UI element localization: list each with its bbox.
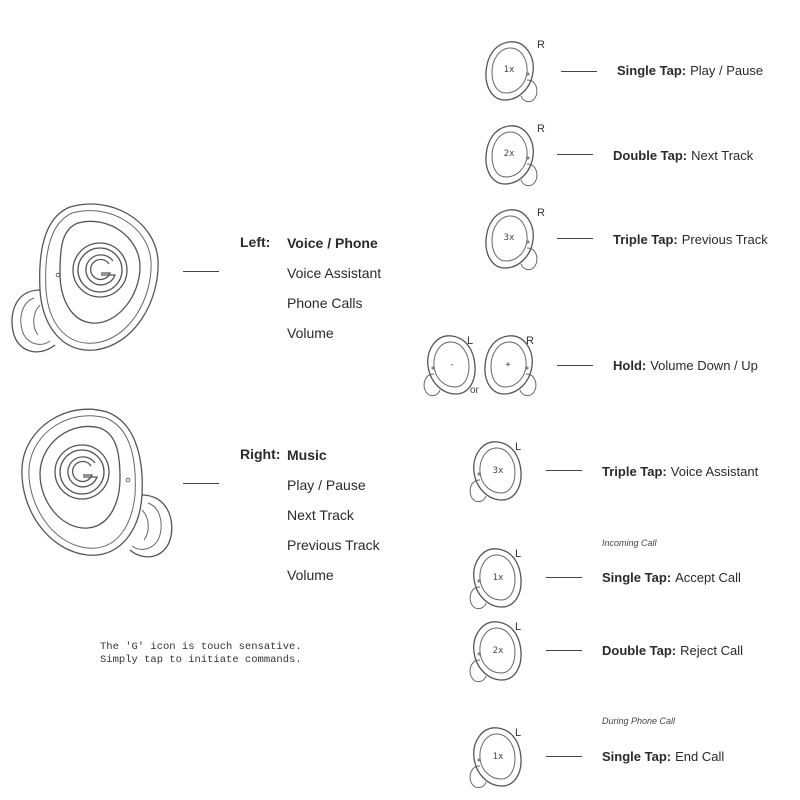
side-indicator: L (466, 335, 474, 347)
side-indicator: R (537, 39, 545, 51)
tap-count-label: 1x (492, 752, 504, 762)
left-earbud-1x-end-icon (466, 724, 526, 790)
control-single-tap-accept-call (602, 570, 741, 585)
side-indicator: L (514, 441, 522, 453)
or-joiner: or (470, 385, 479, 396)
left-earbud-illustration (0, 195, 175, 365)
action-label: Reject Call (680, 643, 743, 658)
right-earbud-leader-line (183, 483, 219, 484)
action-label: Play / Pause (690, 63, 764, 78)
note-line: Simply tap to initiate commands. (100, 654, 302, 666)
gesture-label: Double Tap: (602, 643, 677, 658)
right-function-item: Volume (287, 567, 334, 583)
right-earbud-2x-icon (483, 122, 551, 188)
side-indicator: L (514, 548, 522, 560)
right-function-heading: Music (287, 447, 327, 463)
leader-line (557, 154, 593, 155)
control-double-tap-next-track (613, 148, 753, 163)
leader-line (546, 756, 582, 757)
leader-line (557, 238, 593, 239)
side-indicator: L (514, 727, 522, 739)
left-earbud-1x-icon (466, 545, 526, 611)
gesture-label: Triple Tap: (602, 464, 667, 479)
tap-count-label: 2x (492, 646, 504, 656)
right-earbud-illustration (12, 400, 187, 570)
volume-down-symbol: - (449, 360, 455, 370)
leader-line (546, 470, 582, 471)
tap-count-label: 2x (503, 149, 515, 159)
tap-count-label: 1x (492, 573, 504, 583)
side-indicator: R (526, 335, 534, 347)
right-function-list (287, 446, 380, 596)
control-double-tap-reject-call (602, 643, 743, 658)
right-earbud-3x-icon (483, 206, 551, 272)
action-label: End Call (675, 749, 725, 764)
control-triple-tap-previous-track (613, 232, 768, 247)
left-function-item: Voice Assistant (287, 265, 382, 281)
right-earbud-1x-icon (483, 38, 551, 104)
right-side-label: Right: (240, 446, 281, 462)
left-earbud-2x-icon (466, 618, 526, 684)
side-indicator: R (537, 123, 545, 135)
action-label: Voice Assistant (670, 464, 759, 479)
side-indicator: L (514, 621, 522, 633)
incoming-call-context: Incoming Call (602, 538, 657, 548)
control-triple-tap-voice-assistant (602, 464, 758, 479)
tap-count-label: 3x (492, 466, 504, 476)
gesture-label: Single Tap: (602, 570, 672, 585)
action-label: Next Track (691, 148, 754, 163)
leader-line (557, 365, 593, 366)
action-label: Previous Track (681, 232, 768, 247)
leader-line (561, 71, 597, 72)
left-function-heading: Voice / Phone (287, 235, 378, 251)
leader-line (546, 577, 582, 578)
gesture-label: Double Tap: (613, 148, 688, 163)
left-function-item: Phone Calls (287, 295, 363, 311)
action-label: Volume Down / Up (650, 358, 758, 373)
left-function-item: Volume (287, 325, 334, 341)
during-call-context: During Phone Call (602, 716, 676, 726)
left-side-label: Left: (240, 234, 271, 250)
gesture-label: Triple Tap: (613, 232, 678, 247)
tap-count-label: 3x (503, 233, 515, 243)
control-single-tap-end-call (602, 749, 724, 764)
g-logo-icon (73, 243, 127, 297)
control-single-tap-play-pause (617, 63, 763, 78)
gesture-label: Hold: (613, 358, 647, 373)
leader-line (546, 650, 582, 651)
gesture-label: Single Tap: (602, 749, 672, 764)
gesture-label: Single Tap: (617, 63, 687, 78)
volume-up-symbol: + (505, 360, 511, 370)
right-function-item: Play / Pause (287, 477, 366, 493)
right-function-item: Next Track (287, 507, 354, 523)
action-label: Accept Call (675, 570, 741, 585)
touch-sensitive-note (100, 641, 302, 667)
control-hold-volume (613, 358, 758, 373)
tap-count-label: 1x (503, 65, 515, 75)
g-logo-icon (55, 445, 109, 499)
left-function-list (287, 234, 381, 354)
note-line: The 'G' icon is touch sensative. (100, 641, 302, 653)
left-earbud-leader-line (183, 271, 219, 272)
left-earbud-3x-icon (466, 438, 526, 504)
side-indicator: R (537, 207, 545, 219)
right-function-item: Previous Track (287, 537, 380, 553)
right-earbud-hold-icon (482, 332, 550, 398)
